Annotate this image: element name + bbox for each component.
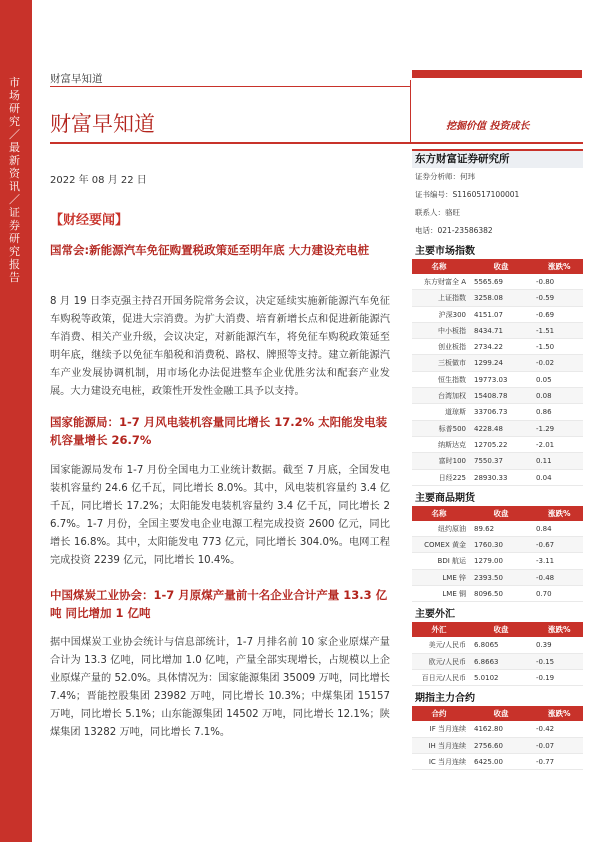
header-vertical-divider (410, 80, 411, 142)
table-cell: 欧元/人民币 (428, 657, 466, 666)
table-cell: -0.42 (536, 725, 555, 734)
table-row (412, 307, 583, 323)
table-row (412, 738, 583, 754)
article-body: 据中国煤炭工业协会统计与信息部统计，1-7 月排名前 10 家企业原煤产量合计为 13.3 亿吨，同比增加 1.0 亿吨，产量全部实现增长，占规模以上企业原煤产量的 52.0%。具体情况为：国家能源集团 35009 万吨，同比增长 7.4%；晋能控股集团 23982 万吨，同比增长 10.3%；中煤集团 15157 万吨，同比增长 5.1%；山东能源集团 14502 万吨，同比增长 12.1%；陕煤集团 13282 万吨，同比增长 7.1%。 (50, 637, 390, 738)
page-title: 财富早知道 (50, 112, 155, 136)
column-header: 涨跌% (548, 625, 571, 635)
table-title: 主要外汇 (412, 607, 583, 623)
report-date: 2022 年 08 月 22 日 (50, 175, 147, 186)
table-cell: 15408.78 (474, 392, 508, 401)
column-header: 外汇 (431, 625, 447, 635)
table-cell: 6.8065 (474, 641, 499, 650)
article-body: 国家能源局发布 1-7 月份全国电力工业统计数据。截至 7 月底，全国发电装机容量约 24.6 亿千瓦，同比增长 8.0%。其中，风电装机容量约 3.4 亿千瓦，同比增长 17.2%；太阳能发电装机容量约 3.4 亿千瓦，同比增长 26.7%。1-7 月份，全国主要发电企业电源工程完成投资 2600 亿元，同比增长 16.8%。其中，太阳能发电 773 亿元，同比增长 304.0%。电网工程完成投资 2239 亿元，同比增长 10.4%。 (50, 465, 390, 566)
table-row (412, 421, 583, 437)
table-cell: -1.50 (536, 343, 555, 352)
table-row (412, 372, 583, 388)
table-cell: 0.11 (536, 457, 552, 466)
table-cell: 纳斯达克 (438, 440, 466, 449)
table-row (412, 274, 583, 290)
table-row (412, 404, 583, 420)
table-cell: -1.29 (536, 424, 555, 433)
table-cell: 标普500 (438, 424, 466, 433)
table-row (412, 754, 583, 770)
table-row (412, 453, 583, 469)
table-cell: -0.02 (536, 359, 555, 368)
table-cell: IF 当月连续 (429, 725, 466, 734)
phone-line: 电话：021-23586382 (415, 226, 493, 235)
table-cell: 12705.22 (474, 440, 508, 449)
table-cell: 0.70 (536, 590, 552, 599)
table-cell: 1760.30 (474, 541, 503, 550)
table-cell: 0.39 (536, 641, 552, 650)
table-cell: 3258.08 (474, 294, 503, 303)
column-header: 涨跌% (548, 508, 571, 518)
analyst-line: 证券分析师：何玮 (415, 172, 475, 181)
contact-line: 联系人：骆旺 (415, 208, 460, 217)
brand-color-bar (412, 70, 582, 78)
column-header: 涨跌% (548, 262, 571, 271)
table-body (412, 521, 583, 602)
article-heading: 国常会:新能源汽车免征购置税政策延至明年底 大力建设充电桩 (50, 243, 370, 257)
table-cell: 2756.60 (474, 741, 503, 750)
article-body: 8 月 19 日李克强主持召开国务院常务会议，决定延续实施新能源汽车免征车购税等政策，促进大宗消费。为扩大消费、培育新增长点和促进新能源汽车消费、相关产业升级，会议决定，对新能源汽车，将免征车购税政策延至明年底，继续予以免征车船税和消费税、路权、牌照等支持。建立新能源汽车产业发展协调机制，用市场化办法促进整车企业优胜劣汰和配套产业发展。大力建设充电桩，政策性开发性金融工具予以支持。 (50, 296, 390, 397)
table-cell: 富时100 (438, 457, 466, 466)
breadcrumb: 财富早知道 (50, 73, 103, 85)
table-row (412, 355, 583, 371)
table-row (412, 437, 583, 453)
table-header (412, 623, 583, 637)
table-title: 主要市场指数 (412, 244, 583, 260)
table-header (412, 707, 583, 721)
column-header: 收盘 (493, 709, 509, 719)
table-cell: -1.51 (536, 326, 555, 335)
table-cell: -0.67 (536, 541, 555, 550)
header-divider (50, 142, 583, 144)
table-cell: BDI 航运 (437, 557, 466, 566)
table-cell: 2393.50 (474, 573, 503, 582)
table-cell: -0.59 (536, 294, 555, 303)
table-cell: 7550.37 (474, 457, 503, 466)
table-cell: -3.11 (536, 557, 555, 566)
table-body (412, 721, 583, 770)
table-cell: LME 锌 (442, 573, 466, 582)
table-row (412, 721, 583, 737)
table-cell: 百日元/人民币 (421, 673, 466, 682)
article-heading: 国家能源局：1-7 月风电装机容量同比增长 17.2% 太阳能发电装机容量增长 26.7% (50, 415, 388, 447)
table-cell: 0.05 (536, 375, 552, 384)
table-cell: -0.80 (536, 278, 555, 286)
table-cell: IH 当月连续 (428, 741, 466, 750)
table-cell: -0.77 (536, 757, 555, 766)
table-row (412, 470, 583, 486)
table-cell: IC 当月连续 (428, 757, 466, 766)
table-cell: 28930.33 (474, 473, 508, 482)
side-label: 市场研究／最新资讯／证券研究报告 (9, 76, 20, 284)
table-cell: 5565.69 (474, 278, 503, 286)
table-cell: -0.07 (536, 741, 555, 750)
column-header: 涨跌% (548, 709, 571, 719)
table-body (412, 637, 583, 686)
table-row (412, 521, 583, 537)
table-cell: 2734.22 (474, 343, 503, 352)
table-cell: 中小板指 (438, 326, 466, 335)
column-header: 名称 (431, 262, 447, 271)
side-band (0, 0, 32, 842)
table-cell: 8434.71 (474, 326, 503, 335)
table-cell: 1299.24 (474, 359, 503, 368)
table-cell: 创业板指 (438, 343, 466, 352)
slogan: 挖掘价值 投资成长 (446, 121, 530, 132)
table-cell: 1279.00 (474, 557, 503, 566)
table-header (412, 260, 583, 274)
table-cell: 0.86 (536, 408, 552, 417)
table-cell: -0.15 (536, 657, 555, 666)
column-header: 收盘 (493, 508, 509, 518)
table-cell: 0.04 (536, 473, 552, 482)
table-row (412, 670, 583, 686)
table-cell: 三板做市 (438, 359, 466, 368)
column-header: 名称 (431, 508, 447, 518)
table-cell: 0.84 (536, 524, 552, 533)
table-cell: -0.69 (536, 310, 555, 319)
table-cell: 上证指数 (438, 294, 466, 303)
table-cell: 4151.07 (474, 310, 503, 319)
table-cell: 4162.80 (474, 725, 503, 734)
table-cell: 沪深300 (438, 310, 466, 319)
table-cell: 东方财富全 A (423, 278, 466, 286)
table-cell: 4228.48 (474, 424, 503, 433)
market-tables (412, 244, 583, 770)
table-cell: 5.0102 (474, 673, 499, 682)
table-header (412, 507, 583, 521)
table-cell: 89.62 (474, 524, 495, 533)
section-heading: 【财经要闻】 (50, 213, 129, 228)
table-cell: 33706.73 (474, 408, 508, 417)
table-cell: COMEX 黄金 (424, 541, 466, 550)
institute-name: 东方财富证券研究所 (412, 149, 583, 168)
table-row (412, 570, 583, 586)
table-row (412, 654, 583, 670)
column-header: 收盘 (493, 625, 509, 635)
column-header: 收盘 (493, 262, 509, 271)
column-header: 合约 (431, 709, 447, 719)
table-cell: 6.8663 (474, 657, 499, 666)
table-row (412, 553, 583, 569)
table-row (412, 537, 583, 553)
table-cell: 0.08 (536, 392, 552, 401)
table-cell: 道琼斯 (445, 408, 466, 417)
table-row (412, 323, 583, 339)
table-row (412, 339, 583, 355)
article-heading: 中国煤炭工业协会：1-7 月原煤产量前十名企业合计产量 13.3 亿吨 同比增加 1 亿吨 (50, 588, 388, 620)
table-row (412, 637, 583, 653)
table-cell: 恒生指数 (438, 375, 466, 384)
table-cell: LME 铜 (442, 590, 466, 599)
table-row (412, 586, 583, 602)
table-cell: 台湾加权 (438, 392, 466, 401)
table-cell: 纽约原油 (438, 524, 466, 533)
table-cell: 6425.00 (474, 757, 503, 766)
table-cell: 日经225 (438, 473, 466, 482)
table-body (412, 274, 583, 486)
certificate-line: 证书编号：S1160517100001 (415, 190, 520, 199)
table-row (412, 290, 583, 306)
table-row (412, 388, 583, 404)
crumb-divider (50, 86, 410, 87)
table-cell: -2.01 (536, 440, 555, 449)
table-cell: 美元/人民币 (428, 641, 466, 650)
table-title: 期指主力合约 (412, 691, 583, 707)
table-title: 主要商品期货 (412, 491, 583, 507)
table-cell: -0.48 (536, 573, 555, 582)
table-cell: -0.19 (536, 673, 555, 682)
table-cell: 19773.03 (474, 375, 508, 384)
table-cell: 8096.50 (474, 590, 503, 599)
sidebar (412, 149, 583, 770)
